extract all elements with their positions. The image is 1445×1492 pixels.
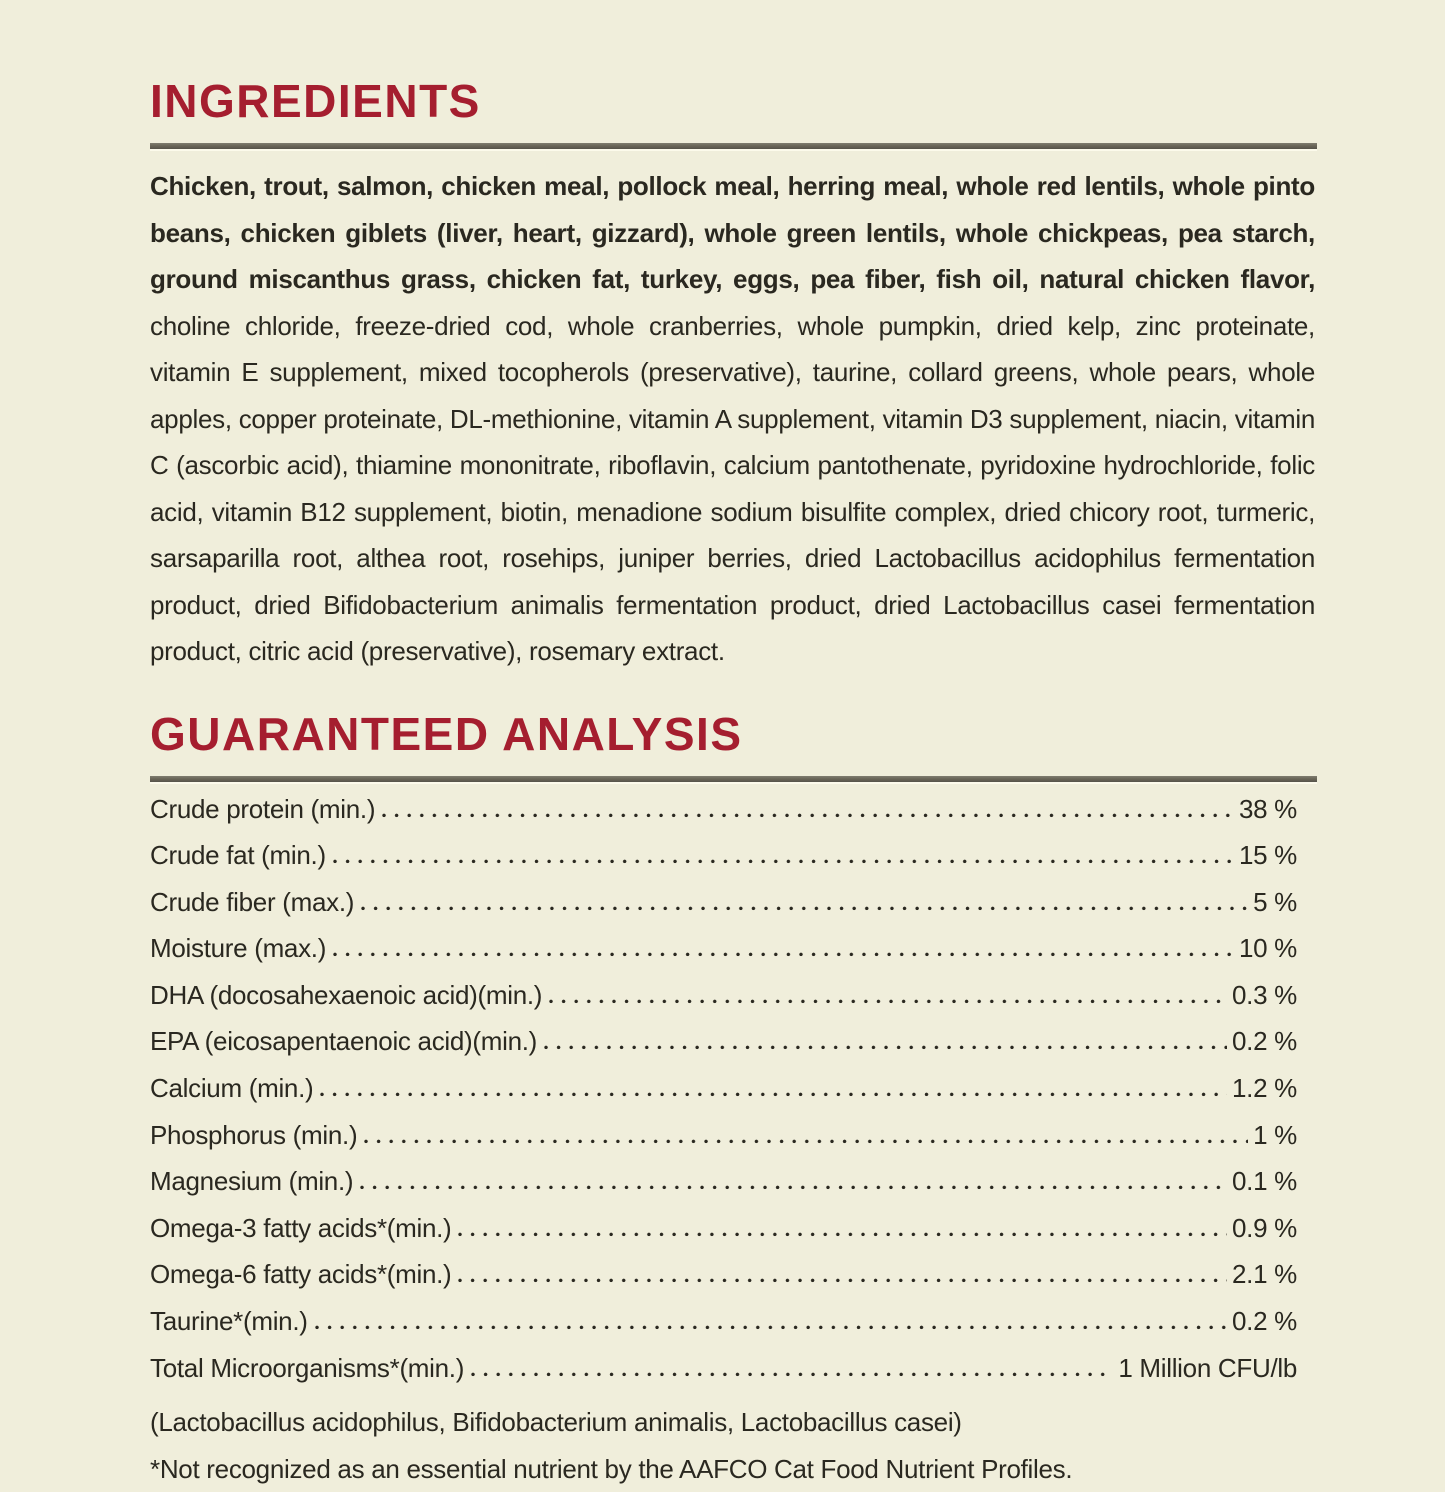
analysis-row xyxy=(150,794,1317,841)
analysis-value: 38 % xyxy=(1238,793,1297,824)
analysis-value: 0.9 % xyxy=(1232,1212,1297,1243)
dot-leader xyxy=(315,1325,1227,1330)
analysis-label: Phosphorus (min.) xyxy=(150,1119,358,1150)
analysis-row xyxy=(150,933,1317,980)
dot-leader xyxy=(544,1045,1227,1050)
analysis-value: 0.1 % xyxy=(1232,1166,1297,1197)
dot-leader xyxy=(360,1185,1227,1190)
guaranteed-analysis-divider xyxy=(150,776,1317,782)
dot-leader xyxy=(382,813,1234,818)
guaranteed-analysis-table xyxy=(150,794,1317,1400)
analysis-row xyxy=(150,840,1317,887)
aafco-footnote: *Not recognized as an essential nutrient by the AAFCO Cat Food Nutrient Profiles. xyxy=(150,1453,1073,1484)
analysis-label: Crude fat (min.) xyxy=(150,840,326,871)
analysis-label: EPA (eicosapentaenoic acid)(min.) xyxy=(150,1026,538,1057)
analysis-row xyxy=(150,1213,1317,1260)
analysis-row xyxy=(150,1306,1317,1353)
analysis-value: 0.2 % xyxy=(1232,1306,1297,1337)
analysis-value: 15 % xyxy=(1238,840,1297,871)
analysis-value: 2.1 % xyxy=(1232,1259,1297,1290)
analysis-label: Omega-3 fatty acids*(min.) xyxy=(150,1212,452,1243)
ingredients-divider xyxy=(150,143,1317,149)
guaranteed-analysis-title: GUARANTEED ANALYSIS xyxy=(150,707,743,760)
analysis-label: Total Microorganisms*(min.) xyxy=(150,1352,465,1383)
analysis-label: Moisture (max.) xyxy=(150,933,327,964)
analysis-value: 1 % xyxy=(1253,1119,1297,1150)
analysis-row xyxy=(150,1073,1317,1120)
analysis-value: 0.3 % xyxy=(1232,979,1297,1010)
dot-leader xyxy=(364,1139,1248,1144)
dot-leader xyxy=(458,1232,1227,1237)
dot-leader xyxy=(333,859,1234,864)
ingredients-title: INGREDIENTS xyxy=(150,75,481,127)
dot-leader xyxy=(361,906,1248,911)
dot-leader xyxy=(320,1092,1227,1097)
analysis-row xyxy=(150,1166,1317,1213)
ingredients-primary-list: Chicken, trout, salmon, chicken meal, pollock meal, herring meal, whole red lentils, whole pinto beans, chicken giblets (liver, heart, gizzard), whole green lentils, whole chickpeas, pea starch, ground miscanthus grass, chicken fat, turkey, eggs, pea fiber, fish oil, natural chicken flavor, xyxy=(150,171,1315,294)
analysis-row xyxy=(150,1026,1317,1073)
dot-leader xyxy=(471,1372,1113,1377)
ingredients-paragraph xyxy=(150,163,1315,675)
analysis-label: Calcium (min.) xyxy=(150,1073,314,1104)
analysis-row xyxy=(150,1353,1317,1400)
analysis-row xyxy=(150,1120,1317,1167)
analysis-label: Crude fiber (max.) xyxy=(150,886,355,917)
analysis-row xyxy=(150,980,1317,1027)
analysis-label: Crude protein (min.) xyxy=(150,793,376,824)
analysis-label: Magnesium (min.) xyxy=(150,1166,354,1197)
analysis-value: 10 % xyxy=(1238,933,1297,964)
analysis-value: 5 % xyxy=(1253,886,1297,917)
analysis-row xyxy=(150,887,1317,934)
dot-leader xyxy=(458,1278,1227,1283)
dot-leader xyxy=(549,999,1227,1004)
analysis-value: 1.2 % xyxy=(1232,1073,1297,1104)
dot-leader xyxy=(333,952,1234,957)
analysis-label: Taurine*(min.) xyxy=(150,1306,308,1337)
analysis-value: 1 Million CFU/lb xyxy=(1118,1352,1297,1383)
ingredients-secondary-list: choline chloride, freeze-dried cod, whole cranberries, whole pumpkin, dried kelp, zinc proteinate, vitamin E supplement, mixed tocopherols (preservative), taurine, collard greens, whole pears, whole apples, copper proteinate, DL-methionine, vitamin A supplement, vitamin D3 supplement, niacin, vitamin C (ascorbic acid), thiamine mononitrate, riboflavin, calcium pantothenate, pyridoxine hydrochloride, folic acid, vitamin B12 supplement, biotin, menadione sodium bisulfite complex, dried chicory root, turmeric, sarsaparilla root, althea root, rosehips, juniper berries, dried Lactobacillus acidophilus fermentation product, dried Bifidobacterium animalis fermentation product, dried Lactobacillus casei fermentation product, citric acid (preservative), rosemary extract. xyxy=(150,310,1315,666)
analysis-label: DHA (docosahexaenoic acid)(min.) xyxy=(150,979,543,1010)
analysis-value: 0.2 % xyxy=(1232,1026,1297,1057)
microorganisms-species-note: (Lactobacillus acidophilus, Bifidobacterium animalis, Lactobacillus casei) xyxy=(150,1407,962,1438)
analysis-label: Omega-6 fatty acids*(min.) xyxy=(150,1259,452,1290)
analysis-row xyxy=(150,1259,1317,1306)
